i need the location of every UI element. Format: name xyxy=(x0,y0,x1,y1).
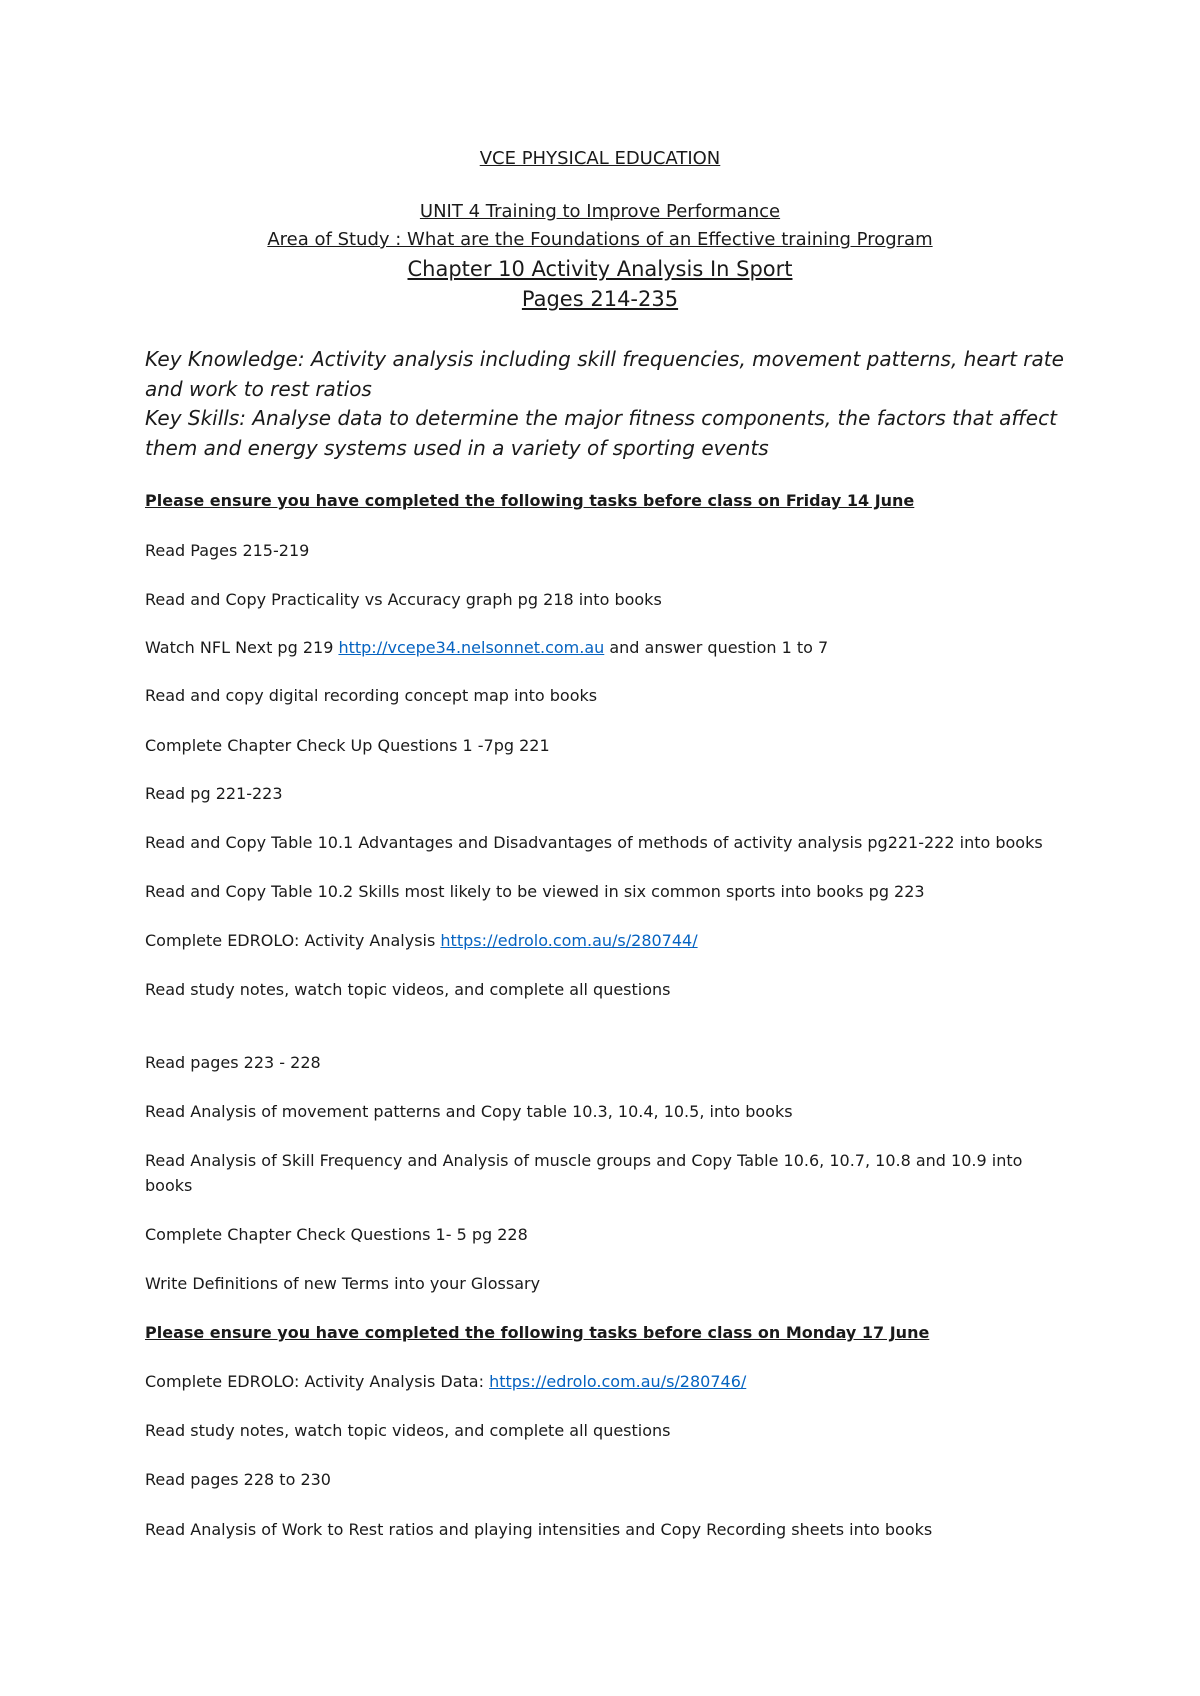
task-skill-frequency-line-1: Read Analysis of Skill Frequency and Analysis of muscle groups and Copy Table 10.6, 10.7, 10.8 and 10.9 into xyxy=(145,1151,1023,1170)
task-read-pg-221-223: Read pg 221-223 xyxy=(145,784,283,803)
task-edrolo-data-text: Complete EDROLO: Activity Analysis Data: xyxy=(145,1372,490,1391)
key-knowledge-line-2: and work to rest ratios xyxy=(145,377,372,401)
task-copy-concept-map: Read and copy digital recording concept map into books xyxy=(145,686,598,705)
key-skills-line-2: them and energy systems used in a variety of sporting events xyxy=(145,436,769,460)
task-copy-table-10-2: Read and Copy Table 10.2 Skills most likely to be viewed in six common sports into books pg 223 xyxy=(145,882,925,901)
task-chapter-check-1-5: Complete Chapter Check Questions 1- 5 pg 228 xyxy=(145,1225,528,1244)
section-monday-heading: Please ensure you have completed the following tasks before class on Monday 17 June xyxy=(145,1323,930,1342)
task-study-notes: Read study notes, watch topic videos, and complete all questions xyxy=(145,980,671,999)
task-edrolo-text: Complete EDROLO: Activity Analysis xyxy=(145,931,441,950)
key-skills-line-1: Key Skills: Analyse data to determine the major fitness components, the factors that affect xyxy=(145,406,1057,430)
task-read-pages-215-219: Read Pages 215-219 xyxy=(145,541,310,560)
area-of-study-title: Area of Study : What are the Foundations of an Effective training Program xyxy=(267,229,933,250)
task-edrolo-activity-analysis xyxy=(145,931,698,951)
task-read-pages-228-230: Read pages 228 to 230 xyxy=(145,1470,331,1489)
nelsonnet-link[interactable]: http://vcepe34.nelsonnet.com.au xyxy=(338,638,605,657)
task-work-to-rest-ratios: Read Analysis of Work to Rest ratios and playing intensities and Copy Recording sheets into books xyxy=(145,1520,933,1539)
task-study-notes-2: Read study notes, watch topic videos, and complete all questions xyxy=(145,1421,671,1440)
task-edrolo-activity-analysis-data xyxy=(145,1372,746,1392)
edrolo-link-280744[interactable]: https://edrolo.com.au/s/280744/ xyxy=(440,931,698,950)
pages-title: Pages 214-235 xyxy=(521,287,679,311)
task-chapter-check-up: Complete Chapter Check Up Questions 1 -7pg 221 xyxy=(145,736,550,755)
unit-title: UNIT 4 Training to Improve Performance xyxy=(419,201,781,222)
task-copy-practicality-graph: Read and Copy Practicality vs Accuracy graph pg 218 into books xyxy=(145,590,662,609)
task-watch-nfl-text: Watch NFL Next pg 219 xyxy=(145,638,339,657)
task-copy-table-10-1: Read and Copy Table 10.1 Advantages and Disadvantages of methods of activity analysis pg221-222 into books xyxy=(145,833,1043,852)
task-glossary: Write Definitions of new Terms into your Glossary xyxy=(145,1274,541,1293)
task-read-pages-223-228: Read pages 223 - 228 xyxy=(145,1053,321,1072)
task-watch-nfl-next xyxy=(145,638,828,658)
task-watch-nfl-text-after: and answer question 1 to 7 xyxy=(604,638,829,657)
key-knowledge-line-1: Key Knowledge: Activity analysis including skill frequencies, movement patterns, heart rate xyxy=(145,347,1064,371)
task-movement-patterns: Read Analysis of movement patterns and Copy table 10.3, 10.4, 10.5, into books xyxy=(145,1102,793,1121)
course-title: VCE PHYSICAL EDUCATION xyxy=(479,148,721,169)
chapter-title: Chapter 10 Activity Analysis In Sport xyxy=(407,257,793,281)
edrolo-link-280746[interactable]: https://edrolo.com.au/s/280746/ xyxy=(489,1372,747,1391)
section-friday-heading: Please ensure you have completed the following tasks before class on Friday 14 June xyxy=(145,491,915,510)
task-skill-frequency-line-2: books xyxy=(145,1176,193,1195)
